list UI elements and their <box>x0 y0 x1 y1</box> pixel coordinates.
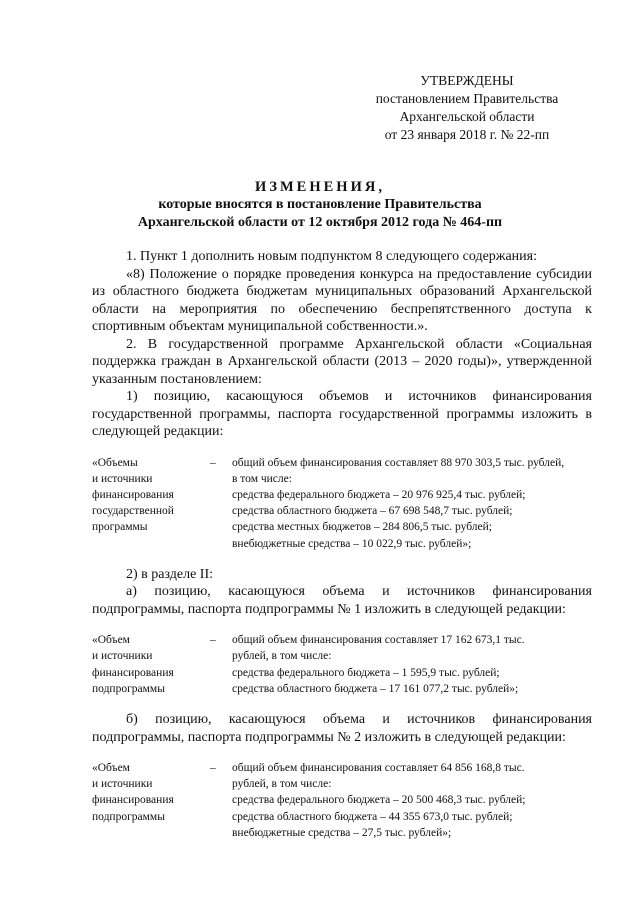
table-label-line: программы <box>92 521 148 534</box>
title-main: ИЗМЕНЕНИЯ, <box>255 179 385 195</box>
approval-line-2: постановлением Правительства <box>375 91 559 106</box>
financing-table-3-content <box>232 760 592 841</box>
financing-table-1-content <box>232 455 592 552</box>
paragraph-6: а) позицию, касающуюся объема и источников финансирования подпрограммы, паспорта подпрограммы № 1 изложить в следующей редакции: <box>92 584 592 617</box>
table-content-line: общий объем финансирования составляет 17 162 673,1 тыс. <box>232 634 525 647</box>
table-content-line: внебюджетные средства – 27,5 тыс. рублей»; <box>232 826 452 839</box>
table-content-line: средства федерального бюджета – 20 976 925,4 тыс. рублей; <box>232 488 526 501</box>
table-dash: – <box>210 762 216 775</box>
document-body <box>92 248 592 855</box>
table-label-line: государственной <box>92 505 174 518</box>
table-label-line: «Объем <box>92 634 130 647</box>
financing-table-3-label <box>92 760 210 841</box>
table-content-line: средства местных бюджетов – 284 806,5 тыс. рублей; <box>232 521 492 534</box>
document-title <box>60 178 580 232</box>
paragraph-7: б) позицию, касающуюся объема и источников финансирования подпрограммы, паспорта подпрограммы № 2 изложить в следующей редакции: <box>92 712 592 745</box>
financing-table-2 <box>92 632 592 697</box>
table-content-line: средства областного бюджета – 17 161 077,2 тыс. рублей»; <box>232 682 519 695</box>
paragraph-5: 2) в разделе II: <box>126 566 214 582</box>
table-dash: – <box>210 456 216 469</box>
table-content-line: рублей, в том числе: <box>232 650 332 663</box>
table-dash: – <box>210 634 216 647</box>
title-sub-2: Архангельской области от 12 октября 2012 года № 464-пп <box>137 215 503 230</box>
financing-table-1-label <box>92 455 210 552</box>
title-sub-1: которые вносятся в постановление Правительства <box>158 197 482 212</box>
financing-table-1 <box>92 455 592 552</box>
table-content-line: средства областного бюджета – 67 698 548,7 тыс. рублей; <box>232 505 513 518</box>
financing-table-2-label <box>92 632 210 697</box>
paragraph-1: 1. Пункт 1 дополнить новым подпунктом 8 следующего содержания: <box>126 249 537 264</box>
approval-stamp <box>352 72 582 144</box>
table-content-line: в том числе: <box>232 472 292 485</box>
paragraph-2: «8) Положение о порядке проведения конкурса на предоставление субсидии из областного бюджета бюджетам муниципальных образований Архангельской области на мероприятия по обеспечению беспрепятственного доступа к спортивным объектам муниципальной собственности.». <box>92 266 592 334</box>
approval-line-4: от 23 января 2018 г. № 22-пп <box>384 127 550 142</box>
paragraph-4: 1) позицию, касающуюся объемов и источников финансирования государственной программы, паспорта государственной программы изложить в следующей редакции: <box>92 389 592 439</box>
financing-table-3 <box>92 760 592 841</box>
table-content-line: внебюджетные средства – 10 022,9 тыс. рублей»; <box>232 537 472 550</box>
paragraph-3: 2. В государственной программе Архангельской области «Социальная поддержка граждан в Архангельской области (2013 – 2020 годы)», утвержденной указанным постановлением: <box>92 336 592 387</box>
table-label-line: подпрограммы <box>92 682 165 695</box>
approval-line-1: УТВЕРЖДЕНЫ <box>420 73 514 88</box>
table-content-line: средства федерального бюджета – 20 500 468,3 тыс. рублей; <box>232 794 526 807</box>
table-content-line: общий объем финансирования составляет 88 970 303,5 тыс. рублей, <box>232 456 565 469</box>
table-label-line: финансирования <box>92 666 174 679</box>
table-label-line: «Объем <box>92 762 130 775</box>
table-label-line: и источники <box>92 472 153 485</box>
table-content-line: средства областного бюджета – 44 355 673,0 тыс. рублей; <box>232 810 513 823</box>
table-label-line: и источники <box>92 778 153 791</box>
table-content-line: средства федерального бюджета – 1 595,9 тыс. рублей; <box>232 666 500 679</box>
table-content-line: общий объем финансирования составляет 64 856 168,8 тыс. <box>232 762 525 775</box>
table-label-line: финансирования <box>92 488 174 501</box>
table-label-line: и источники <box>92 650 153 663</box>
approval-line-3: Архангельской области <box>399 109 535 124</box>
table-label-line: финансирования <box>92 794 174 807</box>
financing-table-2-content <box>232 632 592 697</box>
table-content-line: рублей, в том числе: <box>232 778 332 791</box>
table-label-line: подпрограммы <box>92 810 165 823</box>
table-label-line: «Объемы <box>92 456 138 469</box>
